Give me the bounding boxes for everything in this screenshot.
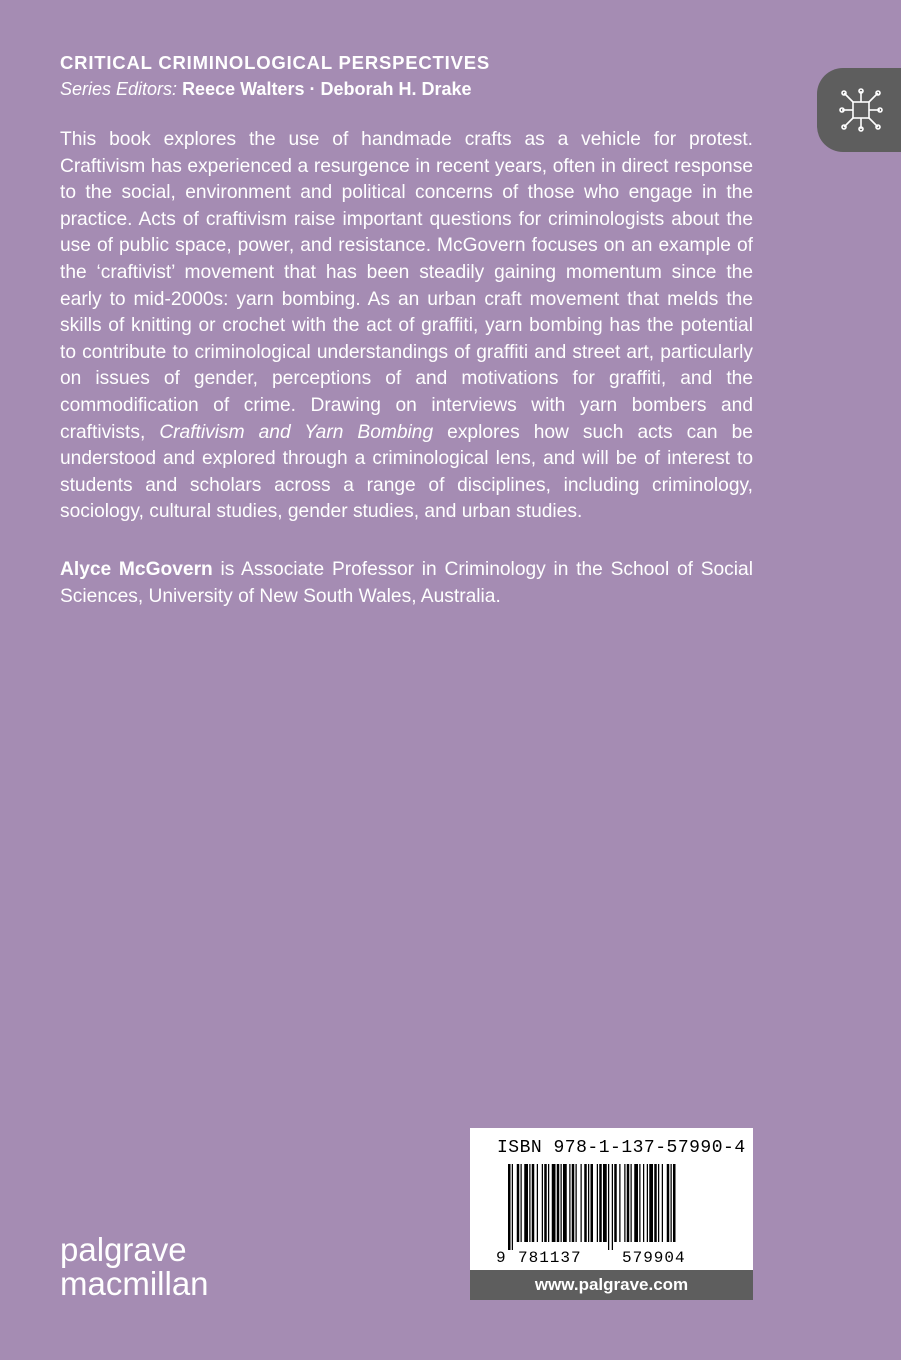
publisher-logo-line-2: macmillan [60, 1265, 209, 1302]
barcode-bar [542, 1164, 543, 1242]
barcode-bar [508, 1164, 511, 1250]
barcode-bar [608, 1164, 609, 1250]
barcode-bar [529, 1164, 530, 1242]
barcode-bar [654, 1164, 657, 1242]
publisher-website: www.palgrave.com [470, 1270, 753, 1300]
barcode-bar [548, 1164, 549, 1242]
barcode-bar [647, 1164, 648, 1242]
barcode-bar [627, 1164, 630, 1242]
barcode-bar [544, 1164, 547, 1242]
barcode-bar [667, 1164, 670, 1242]
barcode-bar [614, 1164, 617, 1242]
barcode-bar [584, 1164, 587, 1242]
publisher-logo-line-1: palgrave [60, 1231, 187, 1268]
barcode-bar [524, 1164, 528, 1242]
publisher-logo [60, 1233, 209, 1301]
barcode-bar [532, 1164, 535, 1242]
book-blurb [60, 127, 753, 526]
palgrave-network-icon [839, 88, 883, 132]
author-bio-text: is Associate Professor in Criminology in the School of Social Sciences, University of New South Wales, Australia. [60, 559, 753, 607]
publisher-badge [817, 68, 901, 152]
series-editors [60, 79, 472, 100]
barcode-bar [557, 1164, 560, 1242]
barcode-bar [569, 1164, 570, 1242]
barcode-bar [619, 1164, 620, 1242]
barcode-bar [673, 1164, 676, 1242]
series-editors-names: Reece Walters · Deborah H. Drake [182, 79, 472, 99]
barcode-digits-left: 781137 [518, 1249, 582, 1266]
barcode-bar [631, 1164, 632, 1242]
blurb-part-2: explores how such acts can be understood and explored through a criminological lens, and will be of interest to students and scholars across a range of disciplines, including criminology, sociology, cultural studies, gender studies, and urban studies. [60, 421, 753, 523]
barcode-bar [552, 1164, 556, 1242]
barcode-bar [563, 1164, 567, 1242]
barcode-bar [581, 1164, 582, 1242]
blurb-part-1: This book explores the use of handmade crafts as a vehicle for protest. Craftivism has experienced a resurgence in recent years, often in direct response to the social, environment and political concerns of those who engage in the practice. Acts of craftivism raise important questions for criminologists about the use of public space, power, and resistance. McGovern focuses on an example of the ‘craftivist’ movement that has been steadily gaining momentum since the early to mid-2000s: yarn bombing. As an urban craft movement that melds the skills of knitting or crochet with the act of graffiti, yarn bombing has the potential to contribute to criminological understandings of graffiti and street art, particularly on issues of gender, perceptions of and motivations for graffiti, and the commodification of crime. Drawing on interviews with yarn bombers and craftivists, [60, 129, 753, 443]
barcode-bar [517, 1164, 520, 1242]
barcode-bar [639, 1164, 640, 1242]
barcode-bar [662, 1164, 663, 1242]
barcode-bar [599, 1164, 602, 1242]
series-title: CRITICAL CRIMINOLOGICAL PERSPECTIVES [60, 52, 491, 73]
author-name: Alyce McGovern [60, 559, 213, 580]
series-editors-label: Series Editors: [60, 79, 178, 99]
barcode-bar [634, 1164, 638, 1242]
barcode [494, 1160, 730, 1266]
blurb-book-title: Craftivism and Yarn Bombing [159, 421, 434, 443]
barcode-bar [612, 1164, 613, 1250]
barcode-bar [603, 1164, 607, 1242]
barcode-bar [597, 1164, 598, 1242]
barcode-bar [512, 1164, 513, 1250]
author-bio [60, 556, 753, 610]
barcode-bar [591, 1164, 594, 1242]
barcode-bar [624, 1164, 625, 1242]
barcode-bar [588, 1164, 589, 1242]
isbn-label: ISBN 978-1-137-57990-4 [497, 1138, 746, 1158]
barcode-bar [643, 1164, 644, 1242]
barcode-bar [658, 1164, 659, 1242]
barcode-bar [561, 1164, 562, 1242]
barcode-bar [649, 1164, 653, 1242]
barcode-box [470, 1128, 753, 1270]
barcode-bar [521, 1164, 522, 1242]
barcode-digit-first: 9 [496, 1249, 506, 1266]
barcode-bar [576, 1164, 577, 1242]
barcode-digits-right: 579904 [622, 1249, 686, 1266]
barcode-bar [572, 1164, 575, 1242]
barcode-bar [671, 1164, 672, 1242]
barcode-bar [537, 1164, 538, 1242]
